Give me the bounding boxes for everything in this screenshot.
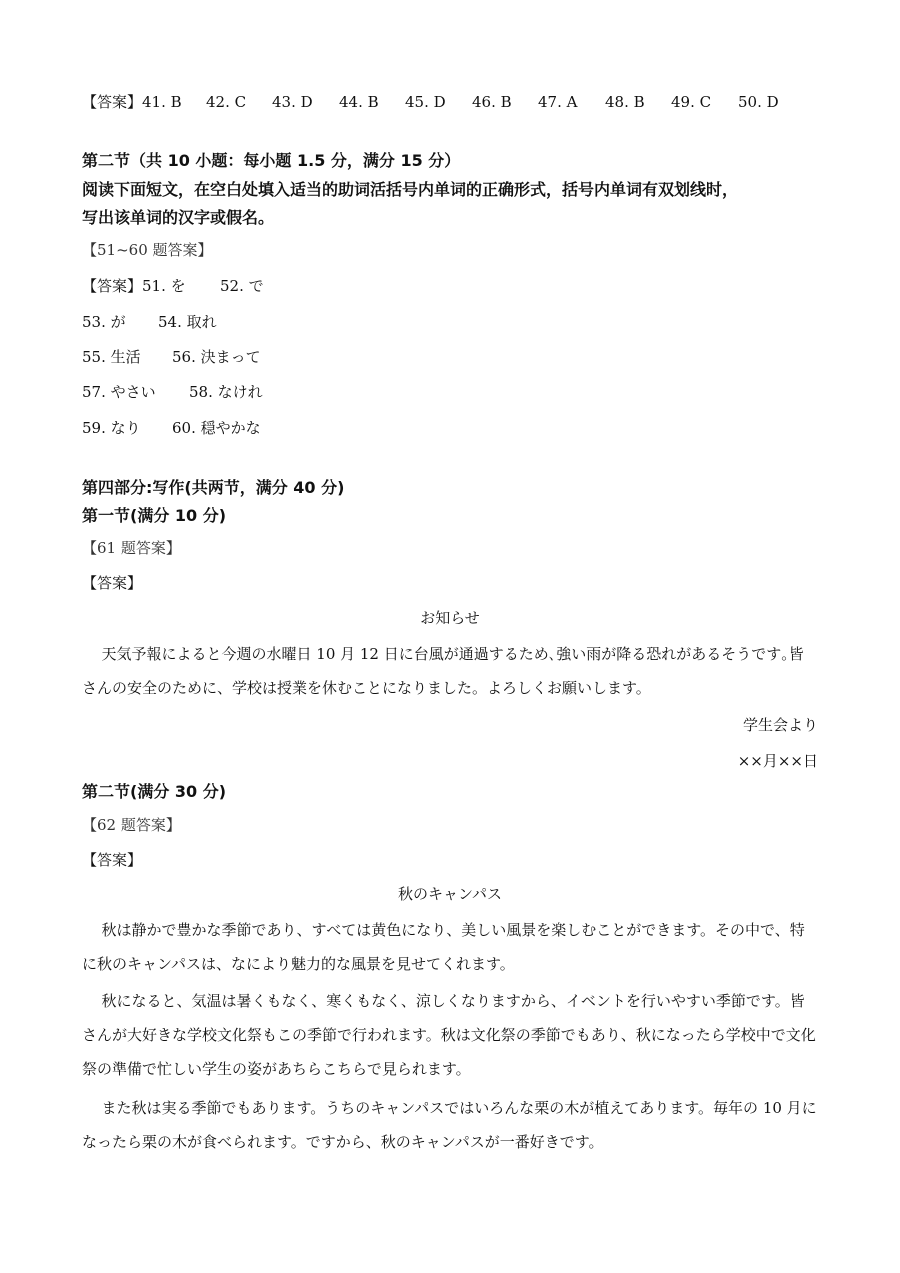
answer-label-62: 【答案】 bbox=[82, 851, 143, 869]
essay-paragraph-3: また秋は実る季節でもあります。うちのキャンパスではいろんな栗の木が植えてあります。毎年の 10 月になったら栗の木が食べられます。ですから、秋のキャンパスが一番好きです。 bbox=[82, 1099, 817, 1151]
answer-row-4 bbox=[82, 382, 263, 402]
answer-42: 42. C bbox=[206, 93, 247, 111]
answer-59: 59. なり bbox=[82, 419, 141, 437]
answer-55: 55. 生活 bbox=[82, 348, 141, 366]
answer-58: 58. なけれ bbox=[189, 383, 263, 401]
part4-sec2-heading: 第二节(满分 30 分) bbox=[82, 782, 227, 801]
answer-tag-51-60: 【51~60 题答案】 bbox=[82, 241, 213, 259]
section2-instruction-1: 阅读下面短文，在空白处填入适当的助词活括号内单词的正确形式，括号内单词有双划线时， bbox=[82, 180, 739, 199]
answer-row-2 bbox=[82, 312, 217, 332]
essay-paragraph-1: 秋は静かで豊かな季節であり、すべては黄色になり、美しい風景を楽しむことができます。その中で、特に秋のキャンパスは、なにより魅力的な風景を見せてくれます。 bbox=[82, 921, 805, 973]
answer-53: 53. が bbox=[82, 313, 126, 331]
answer-47: 47. A bbox=[538, 93, 578, 111]
answer-44: 44. B bbox=[339, 93, 379, 111]
answer-46: 46. B bbox=[472, 93, 512, 111]
answer-tag-61: 【61 题答案】 bbox=[82, 539, 181, 557]
answer-tag-62: 【62 题答案】 bbox=[82, 816, 181, 834]
answer-label-61: 【答案】 bbox=[82, 574, 143, 592]
answer-49: 49. C bbox=[671, 93, 712, 111]
notice-body: 天気予報によると今週の水曜日 10 月 12 日に台風が通過するため､強い雨が降る恐れがあるそうです｡皆さんの安全のために、学校は授業を休むことになりました。よろしくお願いします。 bbox=[82, 645, 804, 697]
notice-signature: 学生会より bbox=[742, 716, 818, 734]
answer-label: 【答案】 bbox=[82, 277, 143, 295]
answer-row-1 bbox=[82, 276, 264, 296]
answer-54: 54. 取れ bbox=[158, 313, 217, 331]
answer-57: 57. やさい bbox=[82, 383, 156, 401]
notice-title: お知らせ bbox=[420, 609, 480, 627]
answer-50: 50. D bbox=[738, 93, 779, 111]
answer-51: 51. を bbox=[142, 277, 186, 295]
answer-row-3 bbox=[82, 347, 261, 367]
answer-43: 43. D bbox=[272, 93, 313, 111]
answer-52: 52. で bbox=[220, 277, 264, 295]
answer-41: 41. B bbox=[142, 93, 182, 111]
answer-45: 45. D bbox=[405, 93, 446, 111]
answer-56: 56. 決まって bbox=[172, 348, 261, 366]
essay-title: 秋のキャンパス bbox=[398, 885, 502, 903]
answer-row-5 bbox=[82, 418, 261, 438]
essay-paragraph-2: 秋になると、気温は暑くもなく、寒くもなく、涼しくなりますから、イベントを行いやすい季節です。皆さんが大好きな学校文化祭もこの季節で行われます。秋は文化祭の季節でもあり、秋になったら学校中で文化祭の準備で忙しい学生の姿があちらこちらで見られます。 bbox=[82, 992, 816, 1078]
answers-41-50 bbox=[82, 92, 779, 112]
part4-heading: 第四部分:写作(共两节，满分 40 分) bbox=[82, 478, 345, 497]
notice-date: ××月××日 bbox=[737, 752, 818, 770]
answer-label: 【答案】 bbox=[82, 93, 143, 111]
section2-instruction-2: 写出该单词的汉字或假名。 bbox=[82, 208, 275, 227]
answer-48: 48. B bbox=[605, 93, 645, 111]
part4-sec1-heading: 第一节(满分 10 分) bbox=[82, 506, 227, 525]
answer-60: 60. 穏やかな bbox=[172, 419, 261, 437]
section2-heading: 第二节（共 10 小题：每小题 1.5 分，满分 15 分） bbox=[82, 151, 461, 170]
